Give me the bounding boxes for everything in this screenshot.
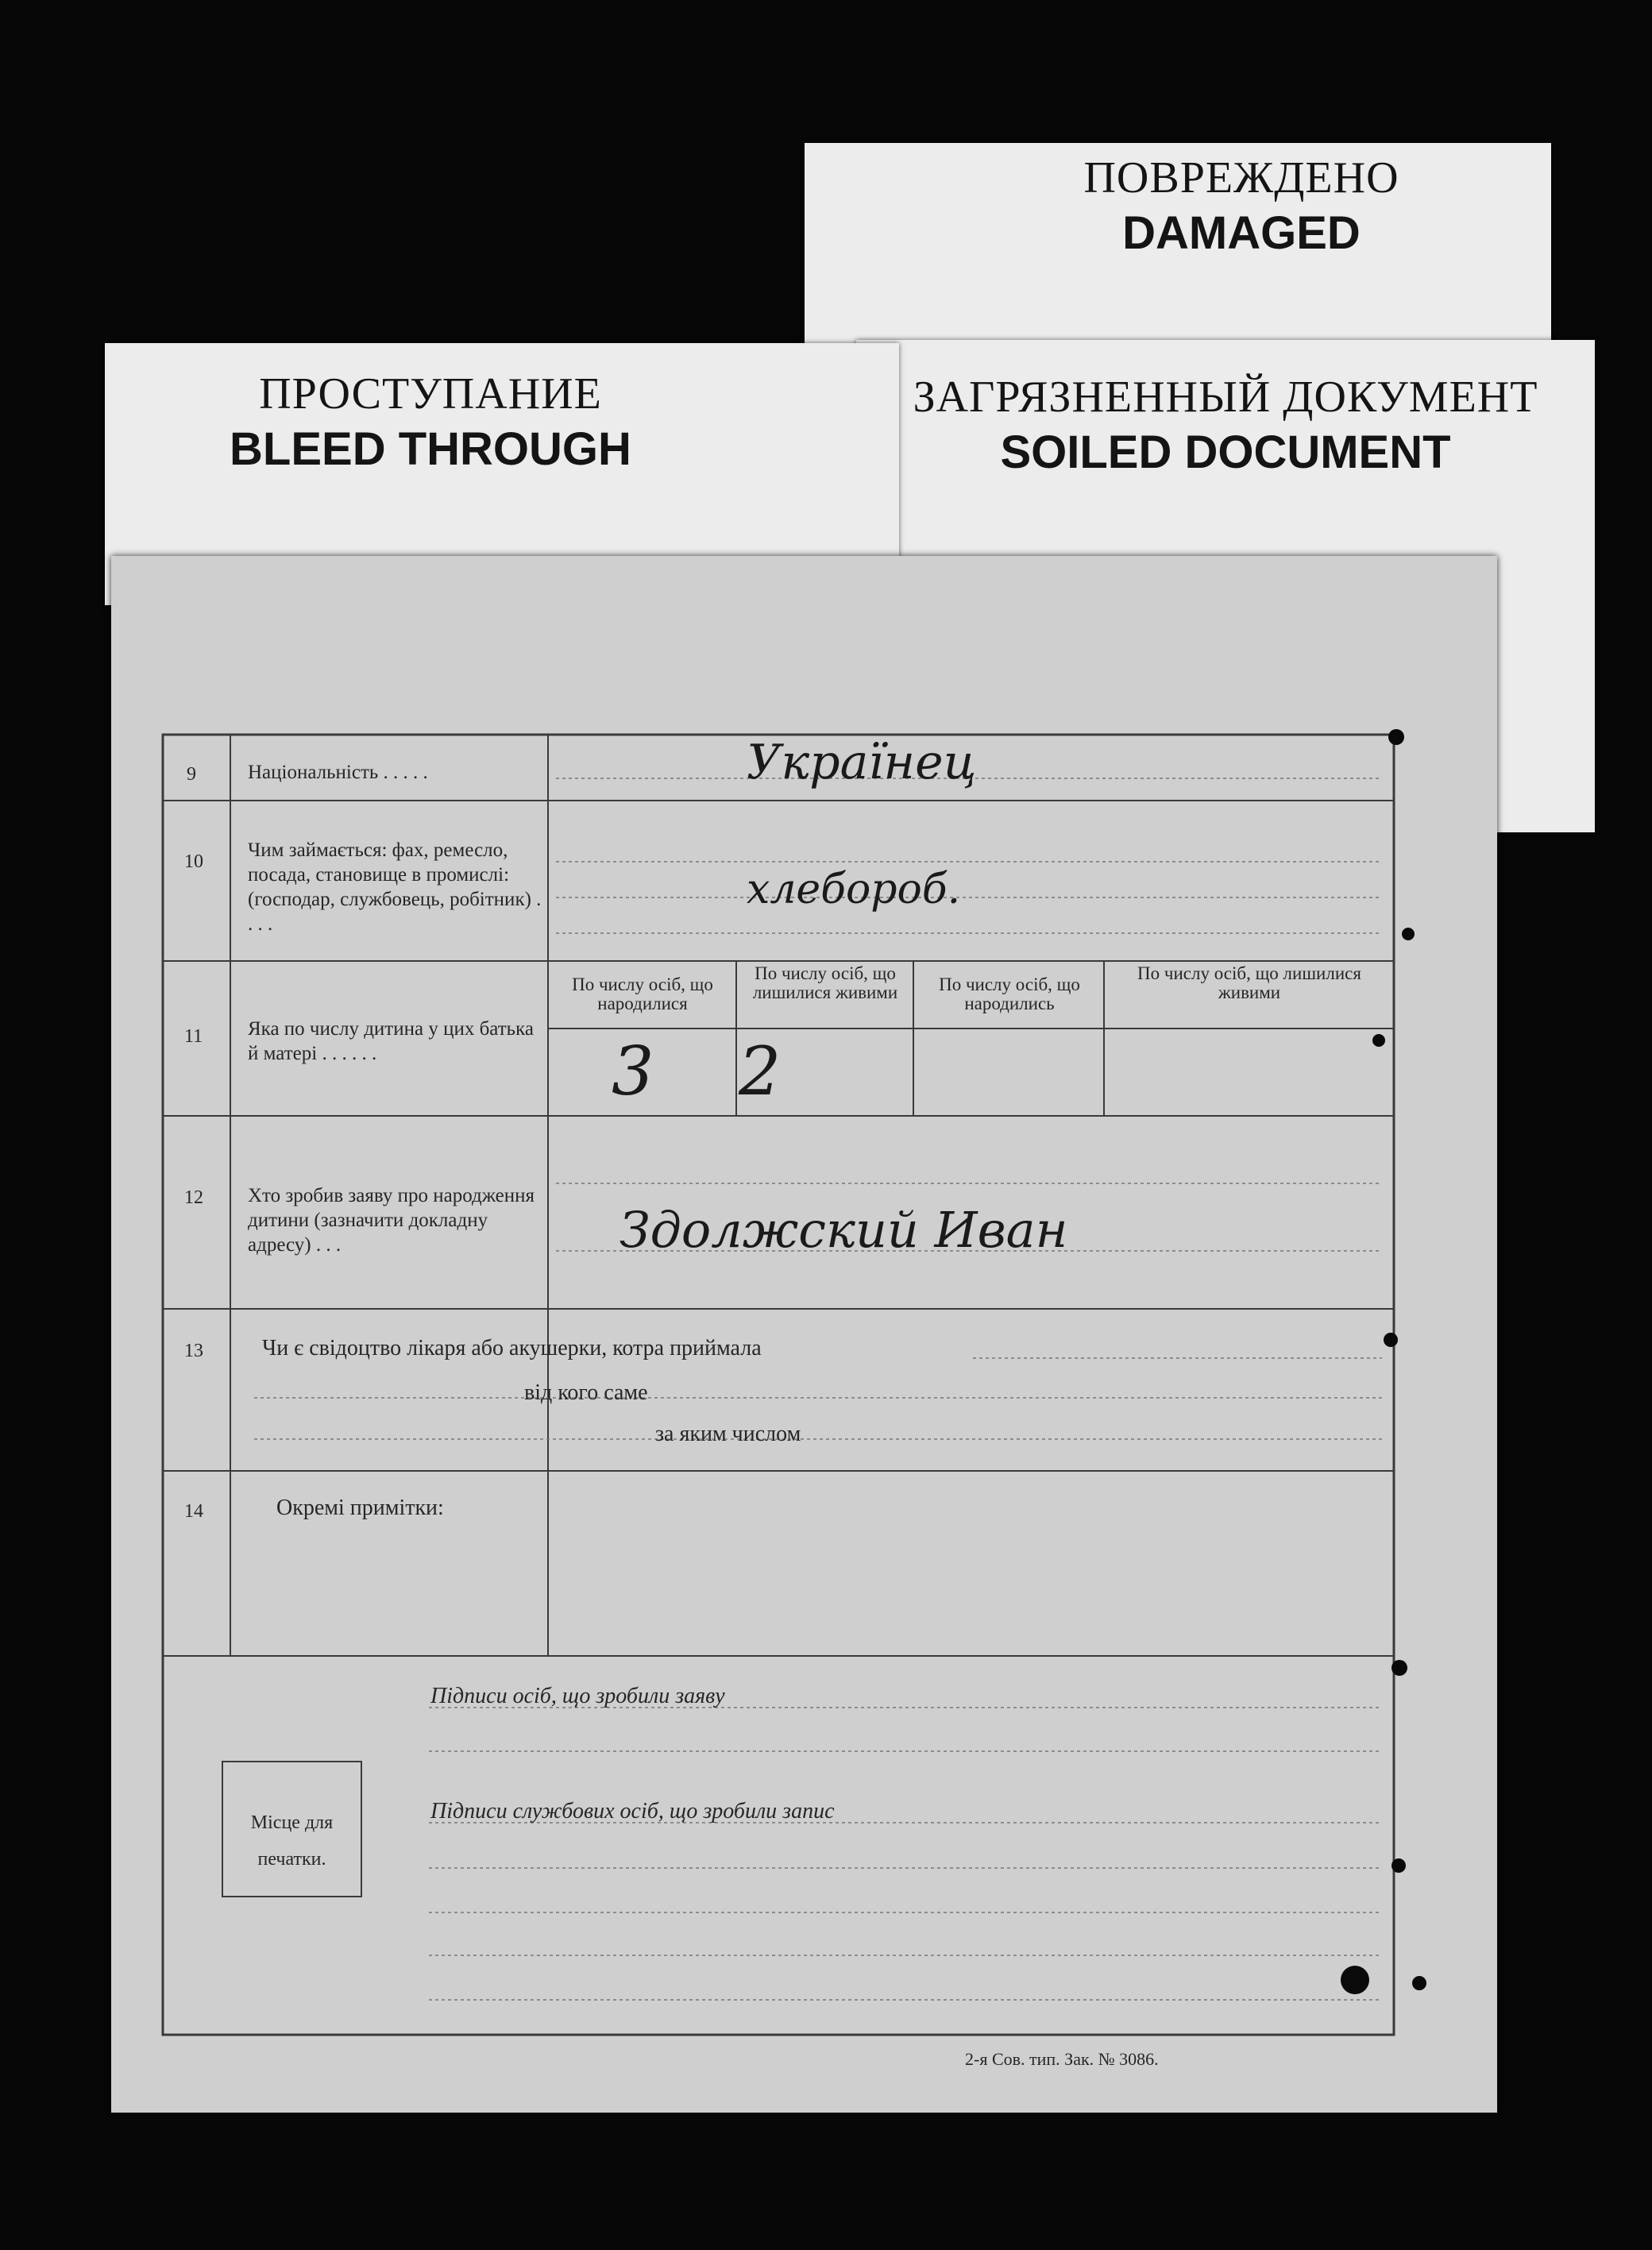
row-number-11: 11 xyxy=(184,1026,203,1047)
birth-record-form xyxy=(111,556,1497,2113)
from-whom-label: від кого саме xyxy=(524,1380,648,1405)
punch-hole xyxy=(1402,928,1415,940)
punch-hole xyxy=(1412,1976,1426,1990)
punch-hole xyxy=(1391,1660,1407,1676)
special-notes-label: Окремі примітки: xyxy=(276,1495,444,1520)
damaged-label-en: DAMAGED xyxy=(1122,207,1361,259)
doctor-certificate-question: Чи є свідоцтво лікаря або акушерки, котра приймала xyxy=(262,1336,762,1360)
born-count-value: 3 xyxy=(612,1032,654,1110)
print-shop-footer: 2-я Сов. тип. Зак. № 3086. xyxy=(965,2049,1159,2069)
damaged-label-ru: ПОВРЕЖДЕНО xyxy=(1083,153,1399,203)
seal-place-label: Місце для печатки. xyxy=(250,1812,334,1870)
declarant-value: Здолжский Иван xyxy=(620,1201,1068,1259)
soiled-label-ru: ЗАГРЯЗНЕННЫЙ ДОКУМЕНТ xyxy=(913,372,1538,422)
nationality-label: Національність . . . . . xyxy=(248,762,428,783)
alive-count-header-1: По числу осіб, що лишилися живими xyxy=(752,963,898,1002)
punch-hole xyxy=(1388,729,1404,745)
row-number-9: 9 xyxy=(187,764,196,785)
declarant-label: Хто зробив заяву про народження дитини (зазначити докладну адресу) . . . xyxy=(248,1185,535,1256)
row-number-10: 10 xyxy=(184,851,203,872)
occupation-value: хлебороб. xyxy=(747,866,961,913)
bleed-label-ru: ПРОСТУПАНИЕ xyxy=(259,369,602,419)
occupation-label: Чим займається: фах, ремесло, посада, становище в промислі: (господар, службовець, робітник) . . . . xyxy=(248,839,542,935)
date-number-label: за яким числом xyxy=(655,1422,801,1446)
bleed-label-en: BLEED THROUGH xyxy=(230,423,631,475)
officials-signatures-label: Підписи службових осіб, що зробили запис xyxy=(430,1799,835,1824)
declarant-signatures-label: Підписи осіб, що зробили заяву xyxy=(430,1684,725,1708)
row-number-14: 14 xyxy=(184,1501,203,1522)
punch-hole xyxy=(1384,1333,1398,1347)
punch-hole xyxy=(1391,1858,1406,1873)
row-number-12: 12 xyxy=(184,1187,203,1208)
punch-hole xyxy=(1372,1034,1385,1047)
alive-count-value: 2 xyxy=(739,1032,782,1110)
nationality-value: Українец xyxy=(747,735,977,790)
born-count-header-1: По числу осіб, що народилися xyxy=(572,974,713,1013)
soiled-label-en: SOILED DOCUMENT xyxy=(1000,426,1451,478)
row-number-13: 13 xyxy=(184,1341,203,1361)
child-order-label: Яка по числу дитина у цих батька й матері . . . . . . xyxy=(248,1018,534,1064)
punch-hole xyxy=(1341,1966,1369,1994)
born-count-header-2: По числу осіб, що народились xyxy=(939,974,1080,1013)
alive-count-header-2: По числу осіб, що лишилися живими xyxy=(1137,963,1361,1002)
